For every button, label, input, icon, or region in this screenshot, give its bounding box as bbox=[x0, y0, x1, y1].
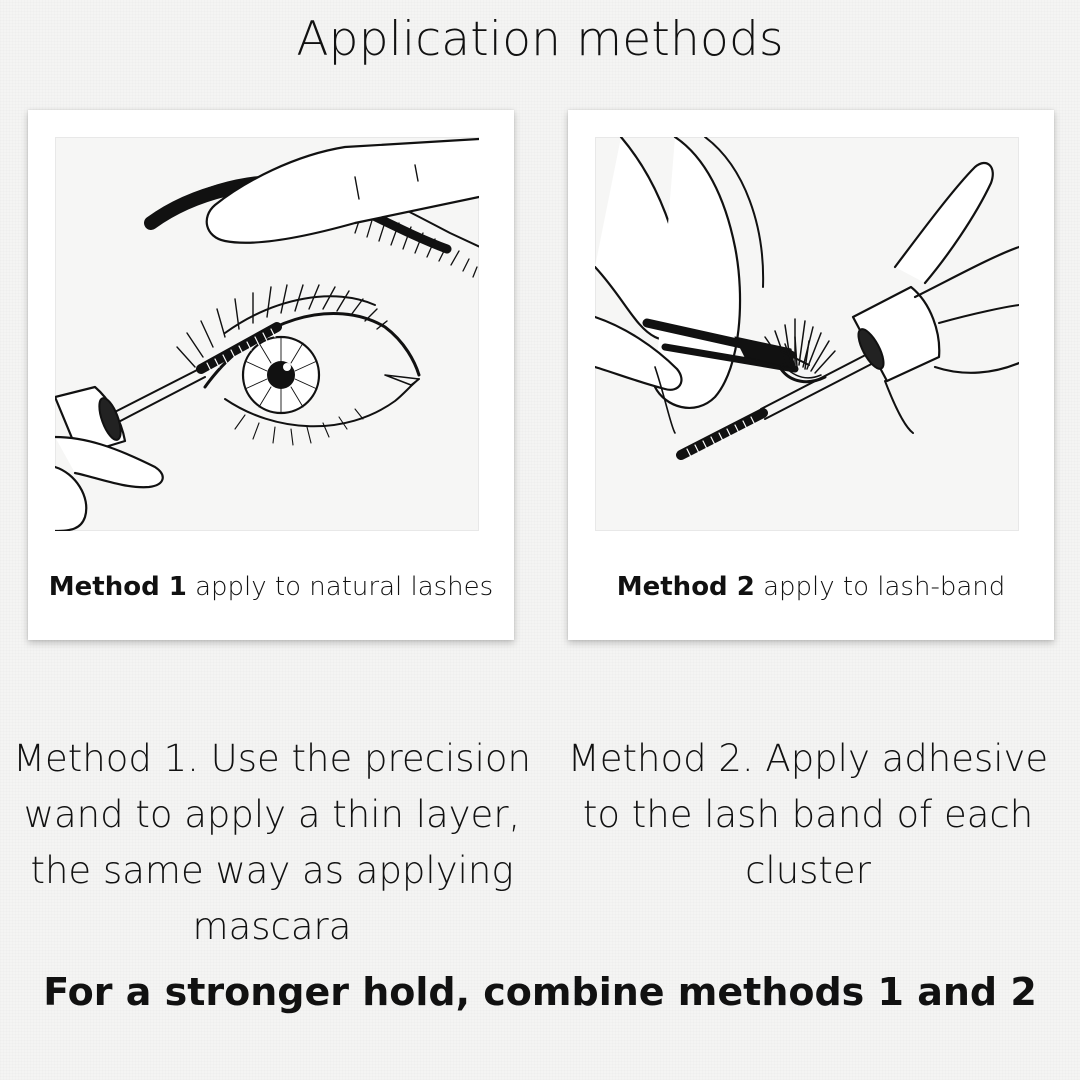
method-2-caption bbox=[568, 572, 1054, 602]
method-2-description: Method 2. Apply adhesive to the lash band of each cluster bbox=[567, 737, 1049, 892]
method-2-caption-text: apply to lash-band bbox=[754, 572, 1006, 602]
method-1-card bbox=[28, 110, 514, 640]
combine-methods-note: For a stronger hold, combine methods 1 and 2 bbox=[43, 970, 1037, 1014]
method-1-illustration bbox=[55, 137, 479, 531]
method-2-illustration bbox=[595, 137, 1019, 531]
method-2-caption-bold: Method 2 bbox=[616, 572, 755, 602]
page-title: Application methods bbox=[296, 12, 784, 67]
eye-mascara-wand-illustration bbox=[55, 137, 479, 531]
method-1-caption bbox=[28, 572, 514, 602]
tweezers-lash-cluster-illustration bbox=[595, 137, 1019, 531]
method-1-caption-text: apply to natural lashes bbox=[186, 572, 494, 602]
method-2-card bbox=[568, 110, 1054, 640]
method-1-caption-bold: Method 1 bbox=[48, 572, 187, 602]
method-1-description: Method 1. Use the precision wand to apply a thin layer, the same way as applying mascara bbox=[13, 737, 531, 948]
